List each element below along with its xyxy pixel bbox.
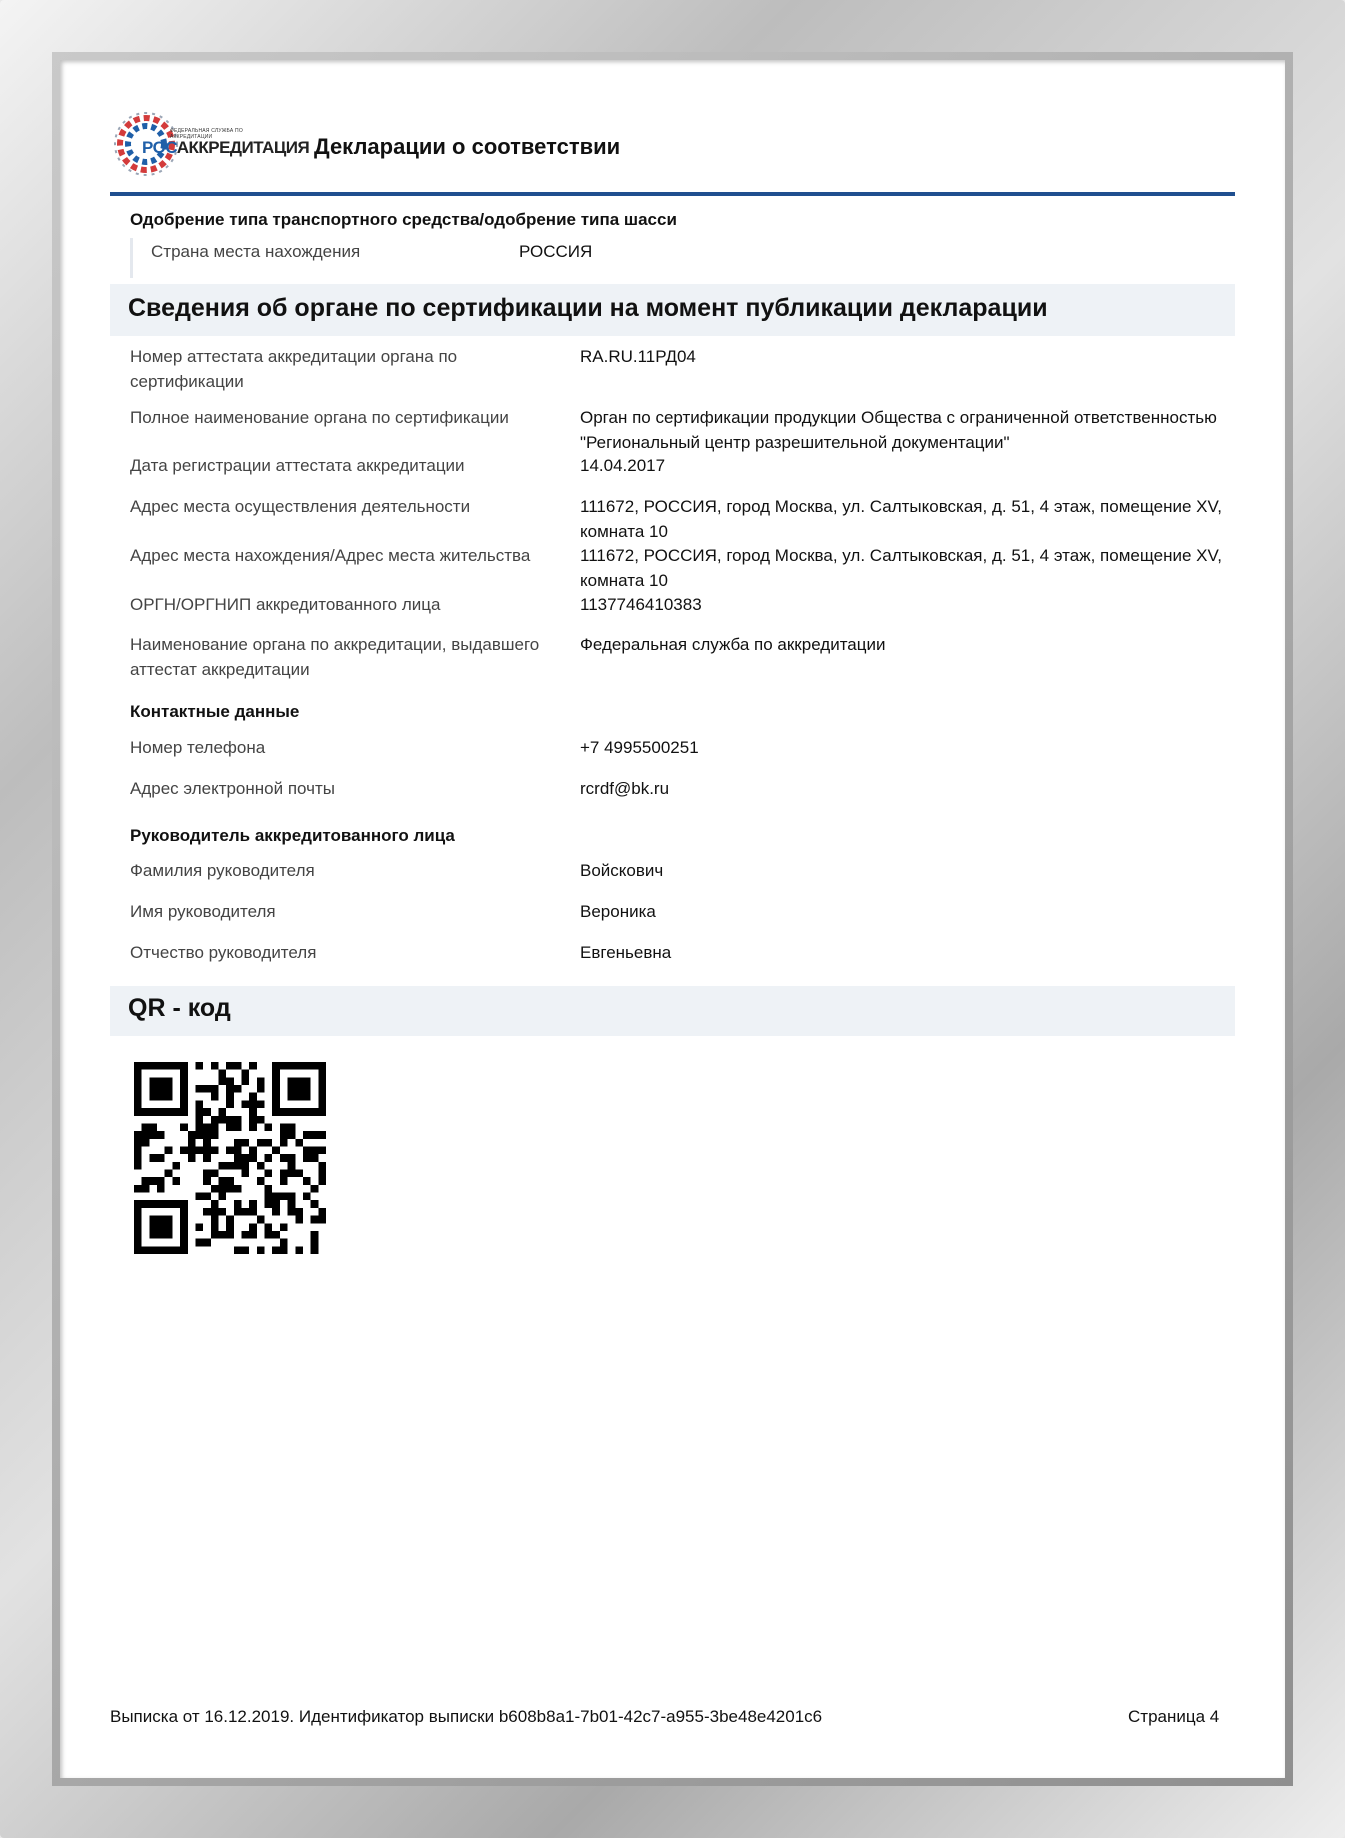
field-value: 14.04.2017 [580,456,666,475]
field-label: Отчество руководителя [130,943,317,962]
logo-subtitle: ФЕДЕРАЛЬНАЯ СЛУЖБА ПО АККРЕДИТАЦИИ [170,128,243,140]
field-value: +7 4995500251 [580,738,699,757]
field-label: Наименование органа по аккредитации, выдавшего аттестат аккредитации [130,635,540,679]
field-value: 111672, РОССИЯ, город Москва, ул. Салтыковская, д. 51, 4 этаж, помещение XV, комната 10 [580,546,1222,590]
field-label: ОРГН/ОРГНИП аккредитованного лица [130,595,441,614]
section-title: QR - код [128,994,231,1022]
head-subheading: Руководитель аккредитованного лица [130,826,455,845]
approval-row [130,238,733,278]
document-sheet [60,60,1285,1778]
contacts-subheading: Контактные данные [130,702,300,721]
footer-page-number: Страница 4 [1128,1707,1220,1726]
approval-label: Страна места нахождения [151,242,361,261]
footer-extract-id: Выписка от 16.12.2019. Идентификатор выписки b608b8a1-7b01-42c7-a955-3be48e4201c6 [110,1707,823,1726]
field-value: rcrdf@bk.ru [580,779,670,798]
logo-wordmark [142,138,309,158]
field-value: RA.RU.11РД04 [580,347,696,366]
field-value: Орган по сертификации продукции Общества с ограниченной ответственностью "Региональный центр разрешительной документации" [580,408,1217,452]
field-label: Полное наименование органа по сертификации [130,408,509,427]
field-value: Евгеньевна [580,943,672,962]
page-title: Декларации о соответствии [314,134,621,159]
logo-ros: РОС [142,138,177,157]
approval-title: Одобрение типа транспортного средства/одобрение типа шасси [130,210,677,229]
approval-value: РОССИЯ [519,242,593,261]
field-label: Адрес электронной почты [130,779,335,798]
section-title: Сведения об органе по сертификации на момент публикации декларации [128,294,1048,322]
logo-akk: АККРЕДИТАЦИЯ [176,138,310,157]
field-value: Вероника [580,902,656,921]
field-value: Федеральная служба по аккредитации [580,635,886,654]
field-label: Имя руководителя [130,902,276,921]
section-qr-code [110,986,1235,1036]
field-label: Фамилия руководителя [130,861,315,880]
section-certification-body [110,284,1235,336]
field-label: Дата регистрации аттестата аккредитации [130,456,465,475]
field-value: 1137746410383 [580,595,702,614]
page-header [110,102,1235,192]
header-divider [110,192,1235,196]
qr-code-icon [134,1062,326,1254]
field-value: 111672, РОССИЯ, город Москва, ул. Салтыковская, д. 51, 4 этаж, помещение XV, комната 10 [580,497,1222,541]
field-label: Номер аттестата аккредитации органа по сертификации [130,347,458,391]
field-label: Адрес места осуществления деятельности [130,497,471,516]
field-label: Номер телефона [130,738,266,757]
field-value: Войскович [580,861,664,880]
field-label: Адрес места нахождения/Адрес места жительства [130,546,531,565]
